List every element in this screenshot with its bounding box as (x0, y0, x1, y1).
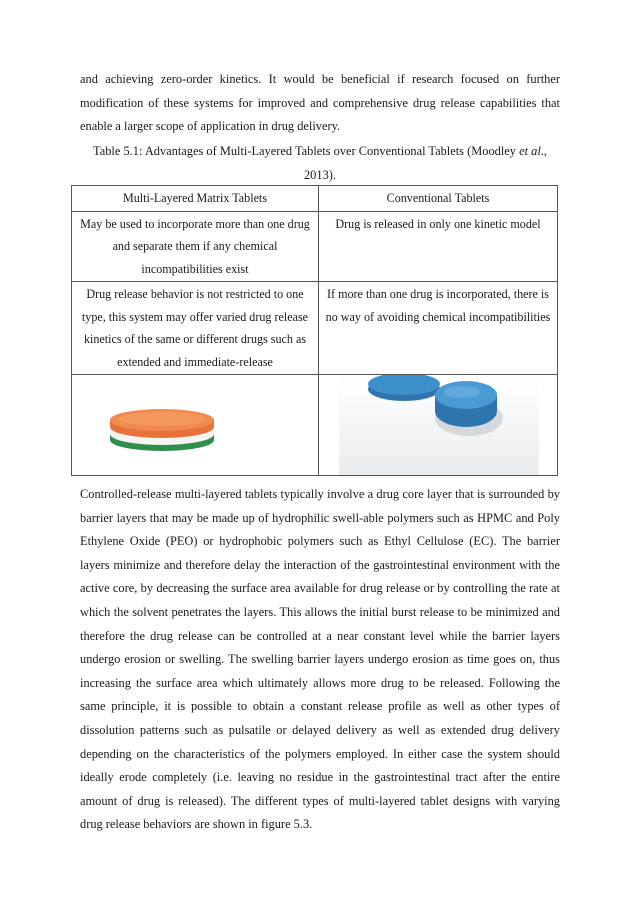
cell-conventional-2: If more than one drug is incorporated, there is no way of avoiding chemical incompatibilities (319, 282, 558, 375)
table-image-row (72, 375, 558, 476)
paragraph-bottom: Controlled-release multi-layered tablets typically involve a drug core layer that is surrounded by barrier layers that may be made up of hydrophilic swell-able polymers such as HPMC and Poly Ethylene Oxide (PEO) or hydrophobic polymers such as Ethyl Cellulose (EC). The barrier layers minimize and therefore delay the interaction of the gastrointestinal environment with the active core, by decreasing the surface area available for drug release or by controlling the rate at which the solvent penetrates the layers. This allows the initial burst release to be minimized and therefore the drug release can be controlled at a near constant level while the barrier layers undergo erosion or swelling. The swelling barrier layers undergo erosion as time goes on, thus increasing the surface area which ultimately allows more drug to be released. Following the same principle, it is possible to obtain a constant release profile as well as other types of dissolution patterns such as pulsatile or delayed delivery as well as extended drug delivery depending on the characteristics of the polymers employed. In either case the system should ideally erode completely (i.e. leaving no residue in the gastrointestinal tract after the entire amount of drug is released). The different types of multi-layered tablet designs with varying drug release behaviors are shown in figure 5.3. (80, 487, 560, 832)
paragraph-top: and achieving zero-order kinetics. It would be beneficial if research focused on further modification of these systems for improved and comprehensive drug release capabilities that enable a larger scope of application in drug delivery. (80, 72, 560, 134)
cell-multilayer-2: Drug release behavior is not restricted to one type, this system may offer varied drug release kinetics of the same or different drugs such as extended and immediate-release (72, 282, 319, 375)
caption-text: Table 5.1: Advantages of Multi-Layered Tablets over Conventional Tablets (Moodley (93, 144, 520, 158)
cell-multilayer-1: May be used to incorporate more than one drug and separate them if any chemical incompatibilities exist (72, 211, 319, 282)
table-header-row (72, 186, 558, 212)
comparison-table (71, 185, 558, 476)
cell-multilayer-image (72, 375, 319, 476)
header-multilayer: Multi-Layered Matrix Tablets (72, 186, 319, 212)
cell-conventional-image (319, 375, 558, 476)
multilayer-tablet-image (102, 400, 222, 458)
caption-et-al: et al (519, 144, 541, 158)
caption-citation-end: ., 2013). (303, 144, 547, 182)
conventional-tablet-image (319, 375, 559, 475)
cell-conventional-1: Drug is released in only one kinetic model (319, 211, 558, 282)
table-caption (80, 140, 560, 187)
table-row (72, 211, 558, 282)
header-conventional: Conventional Tablets (319, 186, 558, 212)
table-row (72, 282, 558, 375)
